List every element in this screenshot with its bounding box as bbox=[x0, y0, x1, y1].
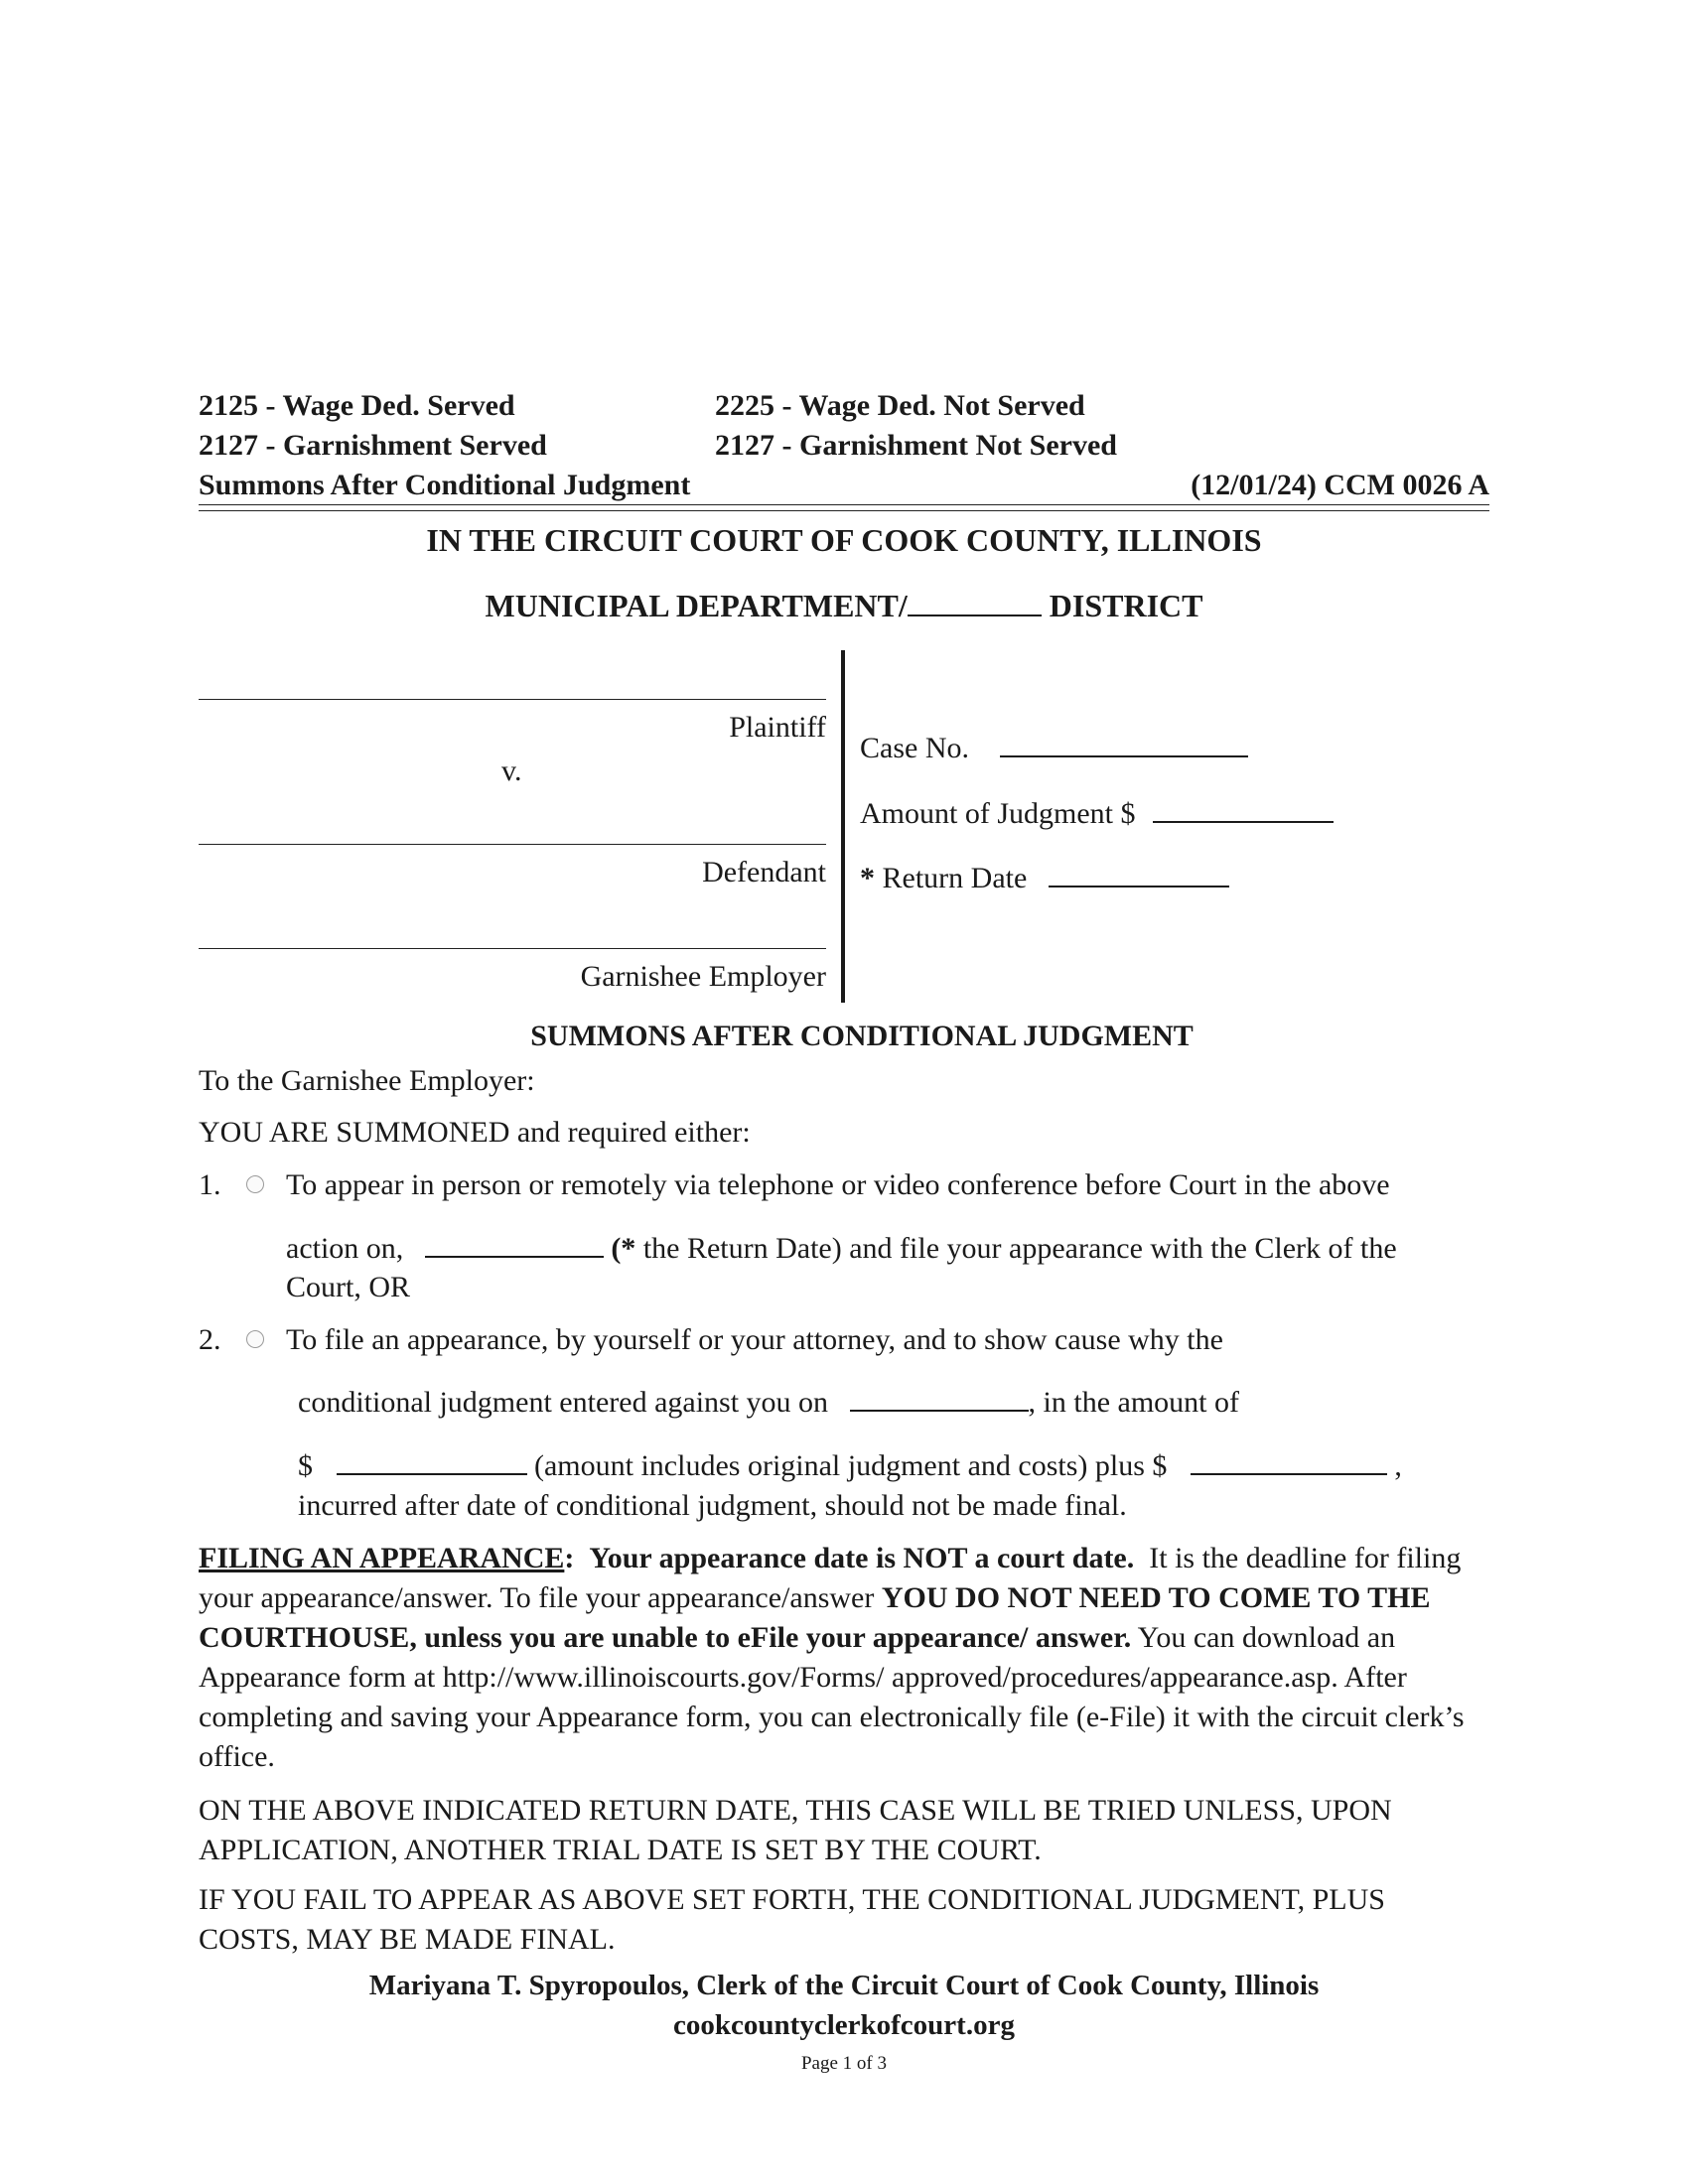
page-number: Page 1 of 3 bbox=[800, 2053, 887, 2074]
summoned-line: YOU ARE SUMMONED and required either: bbox=[199, 1116, 751, 1149]
form-code-garnishment-served: 2127 - Garnishment Served bbox=[199, 429, 547, 462]
versus-label: v. bbox=[501, 754, 522, 787]
clerk-website[interactable]: cookcountyclerkofcourt.org bbox=[673, 2009, 1015, 2041]
header-rule-2 bbox=[199, 510, 1489, 511]
option-2-final-line: incurred after date of conditional judgment, should not be made final. bbox=[298, 1489, 1127, 1522]
form-code-wage-served: 2125 - Wage Ded. Served bbox=[199, 389, 515, 422]
case-no-label: Case No. bbox=[860, 732, 969, 764]
asterisk-icon: * bbox=[860, 862, 875, 894]
option-1-number: 1. bbox=[199, 1168, 221, 1201]
garnishee-line[interactable] bbox=[199, 948, 826, 949]
form-code-garnishment-not-served: 2127 - Garnishment Not Served bbox=[715, 429, 1117, 462]
case-no-blank[interactable] bbox=[1000, 732, 1248, 757]
failure-notice: IF YOU FAIL TO APPEAR AS ABOVE SET FORTH, THE CONDITIONAL JUDGMENT, PLUS COSTS, MAY BE MADE FINAL. bbox=[199, 1883, 1385, 1956]
case-no-row bbox=[860, 732, 1248, 765]
plaintiff-label: Plaintiff bbox=[729, 711, 826, 744]
form-code-wage-not-served: 2225 - Wage Ded. Not Served bbox=[715, 389, 1085, 422]
judgment-entered-label: conditional judgment entered against you on bbox=[298, 1386, 829, 1419]
plaintiff-line[interactable] bbox=[199, 699, 826, 700]
option-1-text: To appear in person or remotely via telephone or video conference before Court in the above bbox=[286, 1168, 1390, 1201]
district-blank[interactable] bbox=[908, 591, 1042, 616]
clerk-name: Mariyana T. Spyropoulos, Clerk of the Circuit Court of Cook County, Illinois bbox=[368, 1970, 1320, 2001]
filing-not-court-date: Your appearance date is NOT a court date. bbox=[589, 1542, 1135, 1574]
trial-notice: ON THE ABOVE INDICATED RETURN DATE, THIS CASE WILL BE TRIED UNLESS, UPON APPLICATION, ANOTHER TRIAL DATE IS SET BY THE COURT. bbox=[199, 1794, 1392, 1866]
form-title: Summons After Conditional Judgment bbox=[199, 469, 691, 501]
amount-of-label: , in the amount of bbox=[1028, 1386, 1240, 1419]
filing-heading: FILING AN APPEARANCE bbox=[199, 1542, 565, 1574]
option-2-judgment-row bbox=[298, 1386, 1239, 1420]
option-2-text: To file an appearance, by yourself or your attorney, and to show cause why the bbox=[286, 1323, 1223, 1356]
option-2-radio[interactable] bbox=[246, 1330, 264, 1348]
return-date-asterisk: (* bbox=[611, 1232, 636, 1265]
amount-judgment-label: Amount of Judgment $ bbox=[860, 797, 1136, 830]
option-2-number: 2. bbox=[199, 1323, 221, 1356]
return-date-blank[interactable] bbox=[1049, 862, 1229, 887]
defendant-line[interactable] bbox=[199, 844, 826, 845]
return-date-label: Return Date bbox=[882, 862, 1028, 894]
header-rule-1 bbox=[199, 504, 1489, 505]
filing-no-courthouse: YOU DO NOT NEED TO COME TO THE COURTHOUSE, unless you are unable to eFile your appearance/ answer. bbox=[199, 1581, 1431, 1654]
action-date-blank[interactable] bbox=[425, 1232, 604, 1258]
amount-judgment-row bbox=[860, 797, 1334, 831]
option-1-court-or: Court, OR bbox=[286, 1271, 411, 1303]
filing-colon: : bbox=[564, 1542, 575, 1574]
option-1-action-row bbox=[286, 1232, 1397, 1266]
amount-includes-label: (amount includes original judgment and costs) plus $ bbox=[534, 1449, 1168, 1482]
filing-paragraph bbox=[199, 1539, 1489, 1777]
return-date-row bbox=[860, 862, 1229, 895]
amount-blank[interactable] bbox=[337, 1449, 527, 1475]
option-1-radio[interactable] bbox=[246, 1175, 264, 1193]
garnishee-label: Garnishee Employer bbox=[580, 960, 826, 993]
filing-text-1: It is the deadline for filing your appearance/answer. To file your appearance/answer bbox=[199, 1542, 1462, 1614]
amount-judgment-blank[interactable] bbox=[1153, 797, 1334, 823]
defendant-label: Defendant bbox=[702, 856, 826, 888]
district-label: DISTRICT bbox=[1049, 588, 1203, 623]
trailing-comma: , bbox=[1394, 1449, 1402, 1482]
judgment-date-blank[interactable] bbox=[850, 1386, 1029, 1412]
action-on-label: action on, bbox=[286, 1232, 404, 1265]
dollar-sign: $ bbox=[298, 1449, 313, 1482]
court-title: IN THE CIRCUIT COURT OF COOK COUNTY, ILLINOIS bbox=[426, 522, 1262, 558]
option-2-amount-row bbox=[298, 1449, 1402, 1483]
summons-heading: SUMMONS AFTER CONDITIONAL JUDGMENT bbox=[530, 1020, 1194, 1052]
caption-divider bbox=[841, 650, 845, 1003]
plus-amount-blank[interactable] bbox=[1191, 1449, 1387, 1475]
department-label: MUNICIPAL DEPARTMENT/ bbox=[485, 588, 908, 623]
option-1-rest: the Return Date) and file your appearance with the Clerk of the bbox=[635, 1232, 1397, 1265]
filing-text-2: You can download an Appearance form at http://www.illinoiscourts.gov/Forms/ approved/procedures/appearance.asp. After completing and saving your Appearance form, you can electronically file (e-File) it with the circuit clerk’s office. bbox=[199, 1621, 1465, 1773]
to-garnishee: To the Garnishee Employer: bbox=[199, 1064, 535, 1097]
form-number: (12/01/24) CCM 0026 A bbox=[1191, 469, 1489, 501]
department-line bbox=[199, 588, 1489, 624]
